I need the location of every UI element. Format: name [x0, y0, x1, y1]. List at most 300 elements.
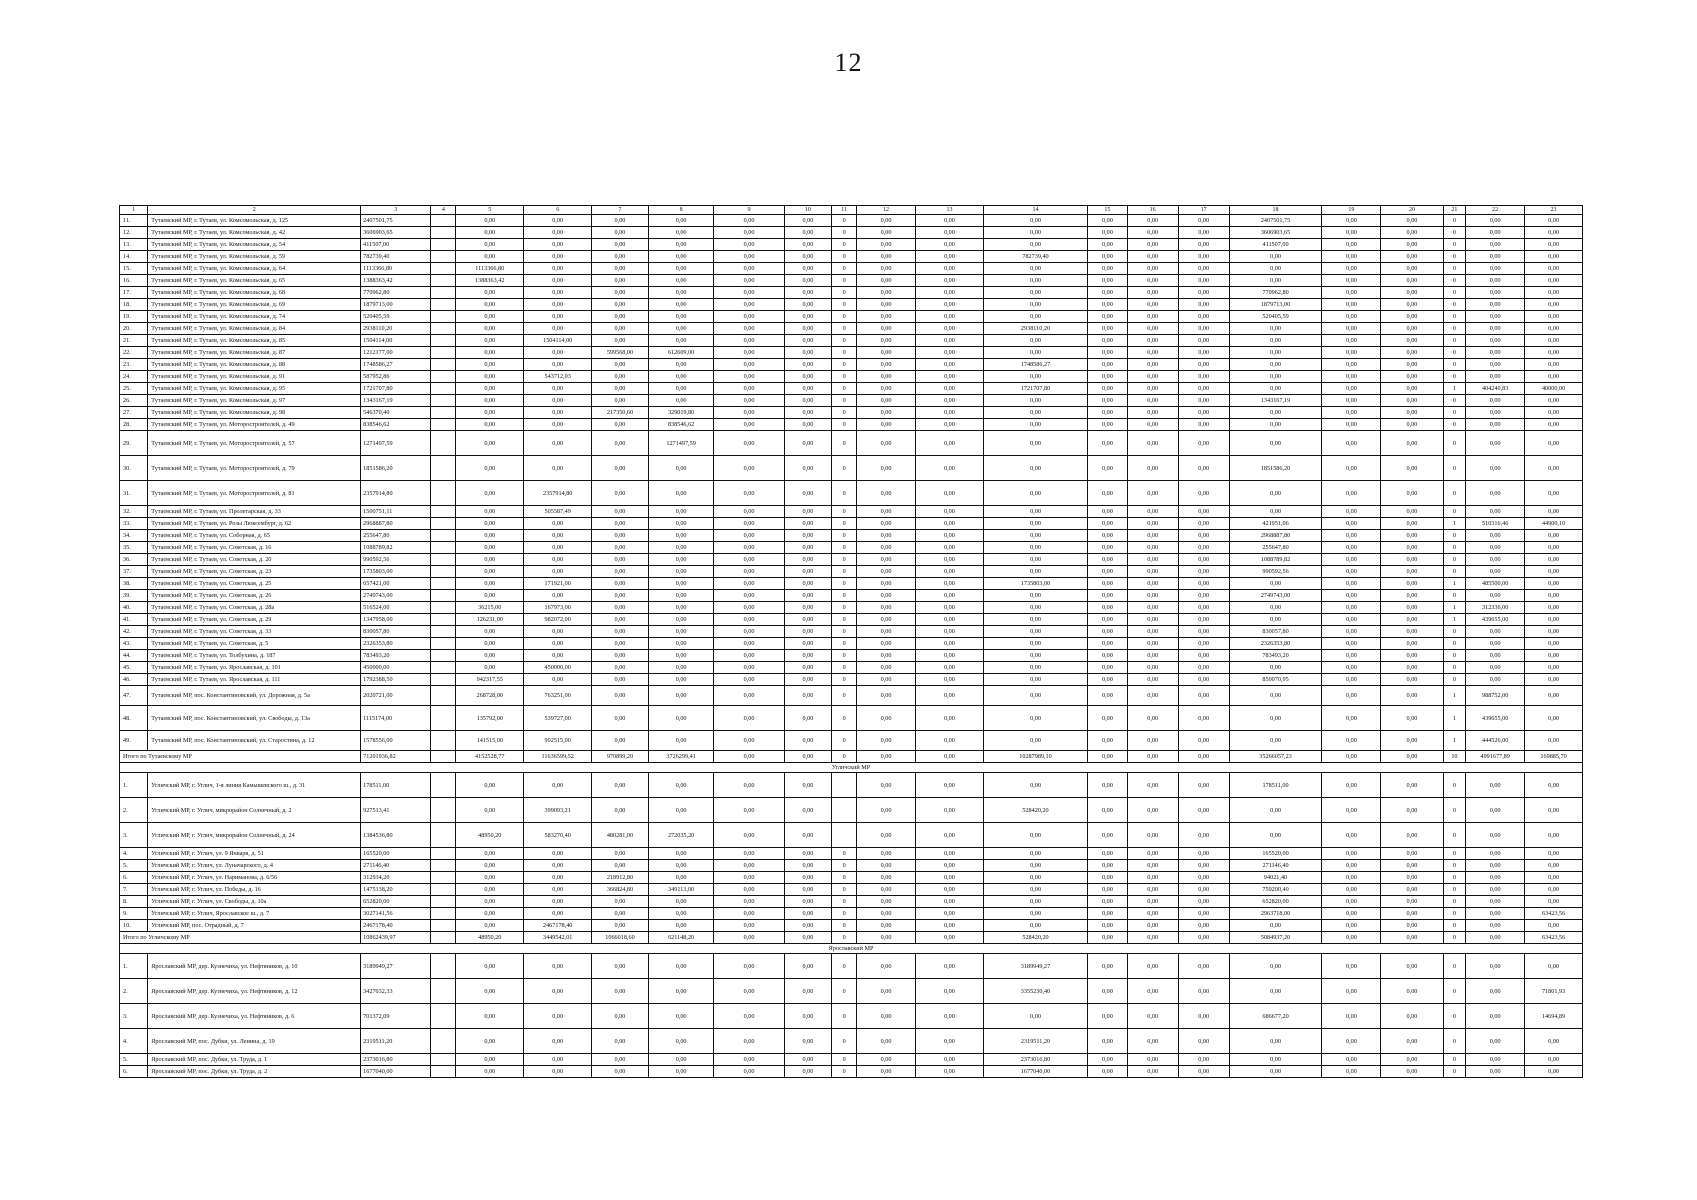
- value-cell: 0,00: [1127, 251, 1178, 263]
- value-cell: 0,00: [915, 335, 983, 347]
- value-cell: 0,00: [456, 578, 524, 590]
- row-number: 46.: [120, 674, 148, 686]
- value-cell: 0,00: [857, 674, 916, 686]
- value-cell: 0,00: [1525, 1066, 1583, 1078]
- value-cell: 657421,00: [361, 578, 431, 590]
- row-number: 2.: [120, 979, 148, 1004]
- row-number: 3.: [120, 823, 148, 848]
- value-cell: 0,00: [1127, 638, 1178, 650]
- address-cell: Угличский МР, г. Углич, микрорайон Солнечный, д. 2: [148, 798, 361, 823]
- value-cell: 0,00: [648, 602, 714, 614]
- total-cell: 0,00: [784, 751, 832, 763]
- value-cell: 0,00: [1088, 347, 1128, 359]
- value-cell: 0,00: [592, 590, 649, 602]
- value-cell: 0,00: [1088, 275, 1128, 287]
- value-cell: 0,00: [524, 954, 592, 979]
- value-cell: 0,00: [456, 542, 524, 554]
- value-cell: 1851586,20: [1229, 456, 1322, 481]
- value-cell: 2407501,75: [1229, 215, 1322, 227]
- value-cell: 0,00: [1178, 263, 1229, 275]
- value-cell: 0,00: [1178, 481, 1229, 506]
- value-cell: 0,00: [1127, 287, 1178, 299]
- table-row: [120, 602, 1583, 614]
- value-cell: 0,00: [648, 773, 714, 798]
- total-row: [120, 751, 1583, 763]
- value-cell: 0,00: [983, 371, 1087, 383]
- value-cell: 0,00: [1381, 674, 1443, 686]
- value-cell: 0,00: [784, 287, 832, 299]
- value-cell: 0: [832, 1054, 857, 1066]
- address-cell: Тутаевский МР, г. Тутаев, ул. Толбухина, д. 187: [148, 650, 361, 662]
- row-number: 26.: [120, 395, 148, 407]
- value-cell: 0,00: [1525, 823, 1583, 848]
- value-cell: 0,00: [1178, 1066, 1229, 1078]
- value-cell: 0,00: [983, 650, 1087, 662]
- section-heading: Угличский МР: [120, 763, 1583, 773]
- value-cell: 0,00: [983, 773, 1087, 798]
- row-number: 47.: [120, 686, 148, 706]
- value-cell: 0,00: [1178, 626, 1229, 638]
- value-cell: 0,00: [1178, 239, 1229, 251]
- value-cell: 0: [1443, 798, 1466, 823]
- value-cell: 0,00: [1381, 506, 1443, 518]
- value-cell: 0,00: [648, 1029, 714, 1054]
- value-cell: 0,00: [1381, 662, 1443, 674]
- table-row: [120, 251, 1583, 263]
- value-cell: 0,00: [648, 614, 714, 626]
- row-number: 11.: [120, 215, 148, 227]
- value-cell: [431, 431, 456, 456]
- value-cell: 1: [1443, 731, 1466, 751]
- value-cell: 0,00: [983, 662, 1087, 674]
- value-cell: 0,00: [1381, 1004, 1443, 1029]
- value-cell: 0,00: [524, 1004, 592, 1029]
- value-cell: 0,00: [1466, 884, 1525, 896]
- table-row: [120, 686, 1583, 706]
- value-cell: 0,00: [1525, 650, 1583, 662]
- table-row: [120, 590, 1583, 602]
- value-cell: 0,00: [1178, 1004, 1229, 1029]
- value-cell: 0,00: [983, 542, 1087, 554]
- value-cell: 0,00: [1525, 884, 1583, 896]
- value-cell: 0,00: [1088, 773, 1128, 798]
- row-number: 16.: [120, 275, 148, 287]
- value-cell: 2319511,20: [983, 1029, 1087, 1054]
- column-number: 14: [983, 206, 1087, 215]
- table-row: [120, 908, 1583, 920]
- value-cell: 0,00: [456, 530, 524, 542]
- value-cell: 0: [1443, 650, 1466, 662]
- value-cell: 2407501,75: [361, 215, 431, 227]
- value-cell: 0,00: [1322, 823, 1381, 848]
- value-cell: 0,00: [857, 884, 916, 896]
- value-cell: 0,00: [983, 872, 1087, 884]
- total-cell: 0,00: [784, 932, 832, 944]
- value-cell: 0,00: [915, 371, 983, 383]
- row-number: 7.: [120, 884, 148, 896]
- value-cell: 0,00: [648, 359, 714, 371]
- value-cell: 480281,00: [592, 823, 649, 848]
- value-cell: [431, 884, 456, 896]
- value-cell: 0,00: [1127, 1054, 1178, 1066]
- value-cell: 612609,00: [648, 347, 714, 359]
- value-cell: 0,00: [648, 896, 714, 908]
- value-cell: 0,00: [857, 566, 916, 578]
- address-cell: Ярославский МР, дер. Кузнечиха, ул. Нефтяников, д. 12: [148, 979, 361, 1004]
- row-number: 5.: [120, 860, 148, 872]
- value-cell: 0,00: [1088, 395, 1128, 407]
- value-cell: 990592,56: [361, 554, 431, 566]
- total-cell: 4991677,89: [1466, 751, 1525, 763]
- value-cell: 0,00: [915, 860, 983, 872]
- value-cell: 0: [832, 590, 857, 602]
- address-cell: Тутаевский МР, г. Тутаев, ул. Советская, д. 28а: [148, 602, 361, 614]
- value-cell: 0,00: [1178, 215, 1229, 227]
- value-cell: 0,00: [524, 227, 592, 239]
- address-cell: Угличский МР, г. Углич, ул. Луначарского, д. 4: [148, 860, 361, 872]
- value-cell: 0,00: [857, 954, 916, 979]
- value-cell: 0,00: [648, 554, 714, 566]
- table-row: [120, 920, 1583, 932]
- value-cell: 0,00: [784, 554, 832, 566]
- value-cell: 0,00: [648, 860, 714, 872]
- value-cell: 0,00: [524, 263, 592, 275]
- column-number: 5: [456, 206, 524, 215]
- value-cell: 0,00: [983, 431, 1087, 456]
- value-cell: 0: [832, 566, 857, 578]
- value-cell: 982072,00: [524, 614, 592, 626]
- value-cell: 0,00: [1178, 578, 1229, 590]
- value-cell: 0,00: [524, 860, 592, 872]
- value-cell: 0,00: [1229, 686, 1322, 706]
- value-cell: 0,00: [1381, 706, 1443, 731]
- value-cell: 0,00: [784, 530, 832, 542]
- total-cell: [431, 932, 456, 944]
- value-cell: 0,00: [1178, 323, 1229, 335]
- value-cell: 0: [832, 481, 857, 506]
- value-cell: 0,00: [456, 419, 524, 431]
- value-cell: 0,00: [1381, 554, 1443, 566]
- value-cell: 0,00: [857, 554, 916, 566]
- value-cell: 0,00: [1127, 650, 1178, 662]
- value-cell: 421951,06: [1229, 518, 1322, 530]
- row-number: 29.: [120, 431, 148, 456]
- total-row: [120, 932, 1583, 944]
- value-cell: 0,00: [1381, 638, 1443, 650]
- value-cell: 0,00: [857, 456, 916, 481]
- value-cell: 0,00: [1322, 359, 1381, 371]
- value-cell: 0,00: [915, 1004, 983, 1029]
- value-cell: 0,00: [983, 227, 1087, 239]
- address-cell: Тутаевский МР, г. Тутаев, ул. Комсомольская, д. 59: [148, 251, 361, 263]
- value-cell: 1212177,00: [361, 347, 431, 359]
- value-cell: 0,00: [784, 239, 832, 251]
- value-cell: 0: [1443, 263, 1466, 275]
- value-cell: 0,00: [857, 215, 916, 227]
- value-cell: 0,00: [1381, 908, 1443, 920]
- value-cell: 1343167,19: [361, 395, 431, 407]
- value-cell: 0,00: [857, 979, 916, 1004]
- value-cell: 0,00: [592, 674, 649, 686]
- value-cell: 0,00: [1178, 383, 1229, 395]
- value-cell: [431, 650, 456, 662]
- value-cell: 0,00: [456, 920, 524, 932]
- table-row: [120, 554, 1583, 566]
- value-cell: 0,00: [1088, 299, 1128, 311]
- value-cell: 0: [832, 518, 857, 530]
- value-cell: 0,00: [1525, 954, 1583, 979]
- value-cell: 0,00: [1381, 383, 1443, 395]
- table-row: [120, 848, 1583, 860]
- value-cell: 0,00: [857, 908, 916, 920]
- value-cell: 0,00: [1381, 798, 1443, 823]
- value-cell: 0,00: [714, 419, 784, 431]
- value-cell: 0,00: [648, 731, 714, 751]
- row-number: 33.: [120, 518, 148, 530]
- value-cell: 2749743,00: [1229, 590, 1322, 602]
- value-cell: 272035,20: [648, 823, 714, 848]
- value-cell: [431, 407, 456, 419]
- value-cell: 0,00: [1178, 554, 1229, 566]
- value-cell: [431, 1004, 456, 1029]
- value-cell: 0,00: [1525, 371, 1583, 383]
- value-cell: 0: [832, 554, 857, 566]
- value-cell: 0,00: [1229, 347, 1322, 359]
- value-cell: 0,00: [857, 395, 916, 407]
- value-cell: 0,00: [784, 323, 832, 335]
- value-cell: 0,00: [1322, 674, 1381, 686]
- value-cell: 0: [1443, 287, 1466, 299]
- value-cell: 0,00: [1525, 419, 1583, 431]
- value-cell: 0,00: [784, 823, 832, 848]
- table-row: [120, 481, 1583, 506]
- table-row: [120, 1054, 1583, 1066]
- value-cell: 0,00: [456, 872, 524, 884]
- value-cell: 0,00: [1381, 371, 1443, 383]
- value-cell: 0,00: [456, 251, 524, 263]
- value-cell: 0,00: [983, 848, 1087, 860]
- value-cell: 0: [832, 872, 857, 884]
- value-cell: 587952,86: [361, 371, 431, 383]
- value-cell: 0,00: [784, 275, 832, 287]
- value-cell: 0,00: [983, 419, 1087, 431]
- value-cell: 0: [1443, 215, 1466, 227]
- value-cell: 0,00: [456, 215, 524, 227]
- value-cell: 0,00: [915, 896, 983, 908]
- value-cell: 0,00: [784, 896, 832, 908]
- value-cell: 0,00: [592, 614, 649, 626]
- value-cell: 0,00: [1088, 335, 1128, 347]
- value-cell: 3355230,40: [983, 979, 1087, 1004]
- value-cell: 0,00: [714, 602, 784, 614]
- value-cell: 0,00: [592, 359, 649, 371]
- value-cell: 0,00: [592, 706, 649, 731]
- value-cell: 312336,00: [1466, 602, 1525, 614]
- value-cell: 0,00: [1229, 335, 1322, 347]
- value-cell: [431, 872, 456, 884]
- value-cell: 0,00: [1466, 638, 1525, 650]
- value-cell: 1721707,80: [983, 383, 1087, 395]
- value-cell: 0,00: [1178, 287, 1229, 299]
- value-cell: 0,00: [857, 419, 916, 431]
- value-cell: 0,00: [857, 773, 916, 798]
- value-cell: 0,00: [648, 1066, 714, 1078]
- value-cell: 0,00: [714, 773, 784, 798]
- value-cell: 1115174,00: [361, 706, 431, 731]
- row-number: 38.: [120, 578, 148, 590]
- value-cell: 0,00: [857, 578, 916, 590]
- value-cell: [431, 518, 456, 530]
- value-cell: 0: [832, 731, 857, 751]
- value-cell: 0,00: [784, 614, 832, 626]
- value-cell: 0,00: [1088, 638, 1128, 650]
- value-cell: 0,00: [1127, 359, 1178, 371]
- address-cell: Угличский МР, г. Углич, ул. 9 Января, д. 51: [148, 848, 361, 860]
- value-cell: 0,00: [983, 1004, 1087, 1029]
- value-cell: 0,00: [1525, 359, 1583, 371]
- column-number: 9: [714, 206, 784, 215]
- value-cell: 0,00: [524, 530, 592, 542]
- value-cell: 0: [832, 431, 857, 456]
- value-cell: 0,00: [592, 275, 649, 287]
- value-cell: 0,00: [524, 773, 592, 798]
- value-cell: 0,00: [915, 1054, 983, 1066]
- value-cell: 0,00: [1229, 506, 1322, 518]
- value-cell: 0,00: [648, 227, 714, 239]
- value-cell: 0,00: [1088, 251, 1128, 263]
- value-cell: 0,00: [1088, 626, 1128, 638]
- row-number: 23.: [120, 359, 148, 371]
- value-cell: 94021,40: [1229, 872, 1322, 884]
- value-cell: 0,00: [1088, 263, 1128, 275]
- value-cell: 0,00: [1088, 215, 1128, 227]
- value-cell: 0,00: [1127, 215, 1178, 227]
- address-cell: Тутаевский МР, г. Тутаев, ул. Моторостроителей, д. 79: [148, 456, 361, 481]
- value-cell: 988752,00: [1466, 686, 1525, 706]
- value-cell: 0,00: [1381, 896, 1443, 908]
- value-cell: 0,00: [1127, 239, 1178, 251]
- value-cell: 0,00: [714, 920, 784, 932]
- value-cell: 0,00: [456, 1066, 524, 1078]
- value-cell: 0,00: [592, 481, 649, 506]
- value-cell: 0: [1443, 896, 1466, 908]
- value-cell: 0,00: [1178, 371, 1229, 383]
- row-number: 14.: [120, 251, 148, 263]
- value-cell: 0,00: [784, 848, 832, 860]
- value-cell: 0,00: [1127, 872, 1178, 884]
- value-cell: 0,00: [1322, 456, 1381, 481]
- total-cell: 0,00: [1322, 751, 1381, 763]
- value-cell: 0,00: [592, 311, 649, 323]
- total-cell: 0,00: [1127, 751, 1178, 763]
- value-cell: 0,00: [983, 860, 1087, 872]
- row-number: 49.: [120, 731, 148, 751]
- value-cell: 0,00: [915, 662, 983, 674]
- value-cell: 0,00: [1322, 554, 1381, 566]
- value-cell: 0,00: [857, 335, 916, 347]
- value-cell: 0,00: [1127, 371, 1178, 383]
- value-cell: 0,00: [1088, 323, 1128, 335]
- value-cell: 0,00: [983, 602, 1087, 614]
- value-cell: 1748586,27: [361, 359, 431, 371]
- row-number: 20.: [120, 323, 148, 335]
- value-cell: [431, 979, 456, 1004]
- address-cell: Угличский МР, пос. Отрадный, д. 7: [148, 920, 361, 932]
- address-cell: Тутаевский МР, г. Тутаев, ул. Советская, д. 29: [148, 614, 361, 626]
- value-cell: 0,00: [1229, 359, 1322, 371]
- row-number: 45.: [120, 662, 148, 674]
- value-cell: 0,00: [648, 335, 714, 347]
- value-cell: 0,00: [1178, 1029, 1229, 1054]
- value-cell: 0: [1443, 954, 1466, 979]
- value-cell: 0,00: [784, 227, 832, 239]
- value-cell: 1113366,80: [456, 263, 524, 275]
- value-cell: 0,00: [1088, 823, 1128, 848]
- value-cell: 0,00: [648, 979, 714, 1004]
- value-cell: 1851586,20: [361, 456, 431, 481]
- value-cell: 0,00: [1178, 227, 1229, 239]
- value-cell: 0,00: [1127, 566, 1178, 578]
- value-cell: 0,00: [915, 979, 983, 1004]
- value-cell: 1677040,00: [983, 1066, 1087, 1078]
- value-cell: 0,00: [1178, 530, 1229, 542]
- value-cell: 0,00: [592, 335, 649, 347]
- value-cell: 0,00: [1322, 773, 1381, 798]
- value-cell: 71801,93: [1525, 979, 1583, 1004]
- value-cell: 0,00: [1525, 554, 1583, 566]
- value-cell: 40000,00: [1525, 383, 1583, 395]
- row-number: 42.: [120, 626, 148, 638]
- value-cell: 0: [832, 860, 857, 872]
- value-cell: 0,00: [983, 311, 1087, 323]
- value-cell: 0,00: [857, 287, 916, 299]
- row-number: 40.: [120, 602, 148, 614]
- value-cell: 450000,00: [361, 662, 431, 674]
- value-cell: 0,00: [1178, 773, 1229, 798]
- value-cell: 0,00: [592, 456, 649, 481]
- value-cell: 0,00: [1466, 299, 1525, 311]
- value-cell: 0,00: [983, 706, 1087, 731]
- value-cell: 0,00: [714, 287, 784, 299]
- total-cell: 10287989,10: [983, 751, 1087, 763]
- value-cell: 0,00: [1127, 323, 1178, 335]
- address-cell: Ярославский МР, пос. Дубки, ул. Труда, д. 1: [148, 1054, 361, 1066]
- total-cell: 10862439,97: [361, 932, 431, 944]
- value-cell: 0,00: [915, 419, 983, 431]
- value-cell: 0: [1443, 335, 1466, 347]
- value-cell: 0,00: [1525, 872, 1583, 884]
- value-cell: 0: [832, 614, 857, 626]
- value-cell: 0,00: [915, 287, 983, 299]
- value-cell: 1271497,59: [648, 431, 714, 456]
- value-cell: 0,00: [1178, 506, 1229, 518]
- address-cell: Тутаевский МР, г. Тутаев, ул. Ярославская, д. 101: [148, 662, 361, 674]
- value-cell: 0,00: [1322, 481, 1381, 506]
- value-cell: 0,00: [1229, 731, 1322, 751]
- value-cell: 0: [1443, 323, 1466, 335]
- value-cell: 0,00: [1229, 979, 1322, 1004]
- value-cell: 0,00: [1525, 566, 1583, 578]
- value-cell: 0,00: [456, 626, 524, 638]
- value-cell: 0: [1443, 884, 1466, 896]
- value-cell: 0: [832, 456, 857, 481]
- value-cell: 0,00: [1525, 674, 1583, 686]
- value-cell: 0,00: [1322, 227, 1381, 239]
- value-cell: 0,00: [592, 395, 649, 407]
- value-cell: 0,00: [714, 860, 784, 872]
- total-cell: 0: [832, 751, 857, 763]
- value-cell: 0,00: [983, 481, 1087, 506]
